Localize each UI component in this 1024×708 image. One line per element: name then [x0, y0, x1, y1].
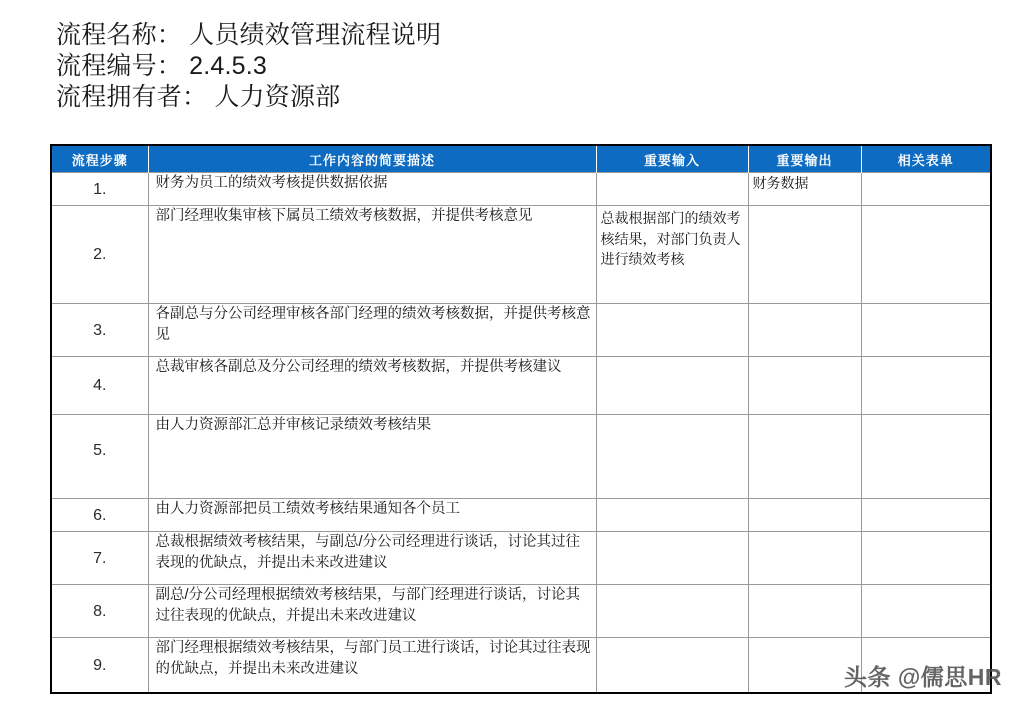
cell-description [148, 415, 596, 499]
cell-input [596, 357, 748, 415]
cell-description-text: 部门经理收集审核下属员工绩效考核数据，并提供考核意见 [155, 208, 533, 224]
document-header [56, 20, 756, 113]
table-row [51, 499, 991, 532]
cell-output: 财务数据 [748, 173, 861, 206]
cell-input [596, 638, 748, 694]
cell-form [861, 415, 991, 499]
table-row [51, 532, 991, 585]
table-row [51, 206, 991, 304]
process-id-line: 流程编号： 2.4.5.3 [56, 52, 267, 80]
column-header-desc: 工作内容的简要描述 [148, 145, 596, 173]
cell-output [748, 206, 861, 304]
cell-output [748, 415, 861, 499]
cell-output [748, 357, 861, 415]
column-header-step: 流程步骤 [51, 145, 148, 173]
cell-description-text: 总裁根据绩效考核结果，与副总/分公司经理进行谈话，讨论其过往表现的优缺点，并提出未来改进建议 [155, 534, 581, 571]
cell-step: 9. [51, 638, 148, 694]
cell-output [748, 532, 861, 585]
table-row [51, 173, 991, 206]
process-name-line: 流程名称： 人员绩效管理流程说明 [56, 21, 442, 49]
cell-form [861, 585, 991, 638]
cell-description-text: 副总/分公司经理根据绩效考核结果，与部门经理进行谈话，讨论其过往表现的优缺点，并提出未来改进建议 [155, 587, 581, 624]
cell-input: 总裁根据部门的绩效考核结果，对部门负责人进行绩效考核 [596, 206, 748, 304]
table-row [51, 357, 991, 415]
cell-output [748, 304, 861, 357]
cell-input [596, 532, 748, 585]
cell-step: 8. [51, 585, 148, 638]
cell-step: 5. [51, 415, 148, 499]
cell-step: 7. [51, 532, 148, 585]
cell-output [748, 499, 861, 532]
cell-form [861, 499, 991, 532]
cell-form [861, 357, 991, 415]
cell-description [148, 206, 596, 304]
cell-description-text: 各副总与分公司经理审核各部门经理的绩效考核数据，并提供考核意见 [155, 306, 591, 343]
table-row [51, 585, 991, 638]
column-header-input: 重要输入 [596, 145, 748, 173]
cell-input [596, 304, 748, 357]
cell-description [148, 304, 596, 357]
cell-form [861, 206, 991, 304]
cell-description-text: 由人力资源部把员工绩效考核结果通知各个员工 [155, 501, 460, 517]
cell-step: 1. [51, 173, 148, 206]
table-body [51, 173, 991, 694]
process-owner-line: 流程拥有者： 人力资源部 [56, 83, 341, 111]
cell-description [148, 357, 596, 415]
table-row [51, 415, 991, 499]
process-steps-table [50, 144, 992, 694]
cell-description-text: 财务为员工的绩效考核提供数据依据 [155, 175, 388, 191]
column-header-output: 重要输出 [748, 145, 861, 173]
cell-output [748, 585, 861, 638]
cell-input [596, 499, 748, 532]
cell-input [596, 173, 748, 206]
cell-description [148, 585, 596, 638]
cell-description-text: 由人力资源部汇总并审核记录绩效考核结果 [155, 417, 431, 433]
cell-step: 4. [51, 357, 148, 415]
cell-description [148, 638, 596, 694]
cell-form [861, 304, 991, 357]
cell-input [596, 585, 748, 638]
column-header-form: 相关表单 [861, 145, 991, 173]
cell-description [148, 532, 596, 585]
cell-description-text: 部门经理根据绩效考核结果，与部门员工进行谈话，讨论其过往表现的优缺点，并提出未来改进建议 [155, 640, 591, 677]
cell-description [148, 499, 596, 532]
cell-step: 6. [51, 499, 148, 532]
cell-step: 2. [51, 206, 148, 304]
cell-input [596, 415, 748, 499]
table-header-row [51, 145, 991, 173]
cell-form [861, 532, 991, 585]
watermark-text: 头条 @儒思HR [843, 664, 1002, 690]
table-row [51, 304, 991, 357]
cell-form [861, 173, 991, 206]
cell-step: 3. [51, 304, 148, 357]
cell-description-text: 总裁审核各副总及分公司经理的绩效考核数据，并提供考核建议 [155, 359, 562, 375]
cell-description [148, 173, 596, 206]
